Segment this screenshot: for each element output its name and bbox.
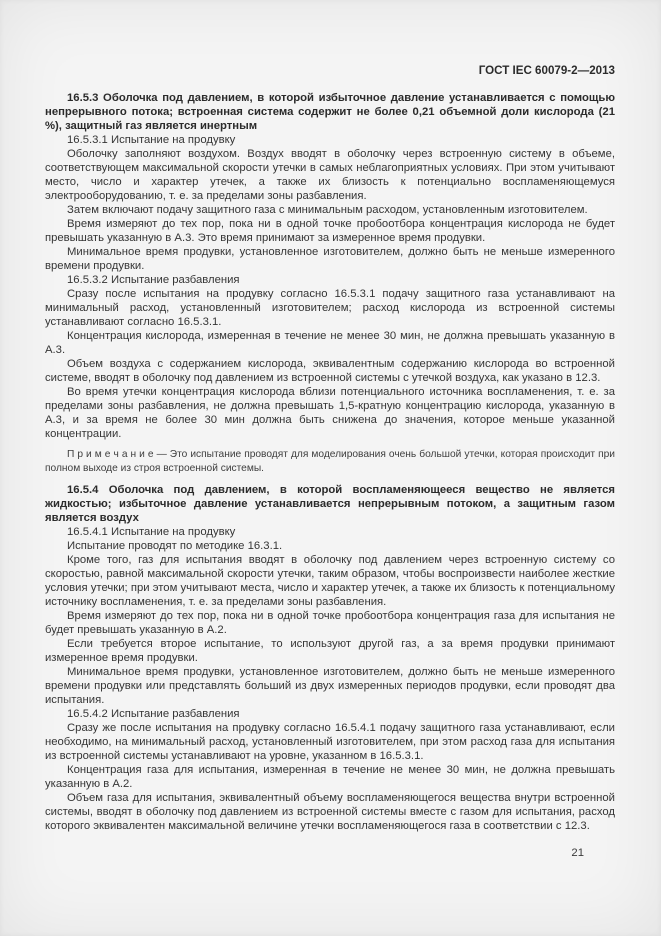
paragraph: Объем газа для испытания, эквивалентный объему воспламеняющегося вещества внутри встроенной системы, вводят в оболочку под давлением из встроенной системы вместе с газом для испытания, расход которого эквивалентен максимальной величине утечки воспламеняющегося газа в соответствии с 12.3. (45, 792, 615, 832)
note-paragraph: П р и м е ч а н и е — Это испытание проводят для моделирования очень большой утечки, которая происходит при полном выходе из строя встроенной системы. (45, 449, 615, 474)
paragraph: Кроме того, газ для испытания вводят в оболочку под давлением через встроенную систему со скоростью, равной максимальной скорости утечки, таким образом, чтобы воспроизвести наиболее жесткие условия утечки; при этом учитывают места, число и характер утечек, а также их близость к потенциальному источнику воспламенения, т. е. за пределами зоны разбавления. (45, 554, 615, 608)
paragraph: Сразу же после испытания на продувку согласно 16.5.4.1 подачу защитного газа устанавливают, если необходимо, на минимальный расход, установленный изготовителем, при этом расход газа для испытания из встроенной системы устанавливают на уровне, указанном в 16.5.3.1. (45, 722, 615, 762)
paragraph: Испытание проводят по методике 16.3.1. (67, 540, 283, 552)
section-heading-16-5-3: 16.5.3 Оболочка под давлением, в которой избыточное давление устанавливается с помощью непрерывного потока; встроенная система содержит не более 0,21 объемной доли кислорода (21 %), защитный газ является инертным (45, 92, 615, 132)
subsection-heading-16-5-3-1: 16.5.3.1 Испытание на продувку (67, 134, 236, 146)
section-heading-16-5-4: 16.5.4 Оболочка под давлением, в которой воспламеняющееся вещество не является жидкостью; избыточное давление устанавливается непрерывным потоком, а защитным газом является воздух (45, 484, 615, 524)
paragraph: Минимальное время продувки, установленное изготовителем, должно быть не меньше измеренного времени продувки. (45, 246, 615, 272)
paragraph: Время измеряют до тех пор, пока ни в одной точке пробоотбора концентрация газа для испытания не будет превышать указанную в А.2. (45, 610, 615, 636)
paragraph: Оболочку заполняют воздухом. Воздух вводят в оболочку через встроенную систему в объеме, соответствующем максимальной скорости утечки в самых неблагоприятных условиях. При этом учитывают место, число и характер утечек, а также их близость к потенциально воспламеняющемуся электрооборудованию, т. е. за пределами зоны разбавления. (45, 148, 615, 202)
paragraph: Затем включают подачу защитного газа с минимальным расходом, установленным изготовителем. (67, 204, 588, 216)
paragraph: Концентрация газа для испытания, измеренная в течение не менее 30 мин, не должна превышать указанную в А.2. (45, 764, 615, 790)
paragraph: Время измеряют до тех пор, пока ни в одной точке пробоотбора концентрация кислорода не будет превышать указанную в А.3. Это время принимают за измеренное время продувки. (45, 218, 615, 244)
document-content (45, 64, 615, 833)
paragraph: Если требуется второе испытание, то используют другой газ, а за время продувки принимают измеренное время продувки. (45, 638, 615, 664)
paragraph: Во время утечки концентрация кислорода вблизи потенциального источника воспламенения, т. е. за пределами зоны разбавления, не должна превышать 1,5-кратную концентрацию кислорода, указанную в А.3, и за время не более 30 мин должна быть снижена до значения, которое меньше указанной концентрации. (45, 386, 615, 440)
paragraph: Объем воздуха с содержанием кислорода, эквивалентным содержанию кислорода во встроенной системе, вводят в оболочку под давлением из встроенной системы с утечкой воздуха, как указано в 12.3. (45, 358, 615, 384)
subsection-heading-16-5-3-2: 16.5.3.2 Испытание разбавления (67, 274, 240, 286)
standard-number: ГОСТ IEC 60079-2—2013 (478, 64, 615, 77)
subsection-heading-16-5-4-1: 16.5.4.1 Испытание на продувку (67, 526, 236, 538)
subsection-heading-16-5-4-2: 16.5.4.2 Испытание разбавления (67, 708, 240, 720)
paragraph: Концентрация кислорода, измеренная в течение не менее 30 мин, не должна превышать указанную в А.3. (45, 330, 615, 356)
page-number: 21 (571, 847, 584, 859)
paragraph: Минимальное время продувки, установленное изготовителем, должно быть не меньше измеренного времени продувки или представлять больший из двух измеренных периодов продувки, если проводят два испытания. (45, 666, 615, 706)
paragraph: Сразу после испытания на продувку согласно 16.5.3.1 подачу защитного газа устанавливают на минимальный расход, установленный изготовителем; расход кислорода из встроенной системы устанавливают согласно 16.5.3.1. (45, 288, 615, 328)
